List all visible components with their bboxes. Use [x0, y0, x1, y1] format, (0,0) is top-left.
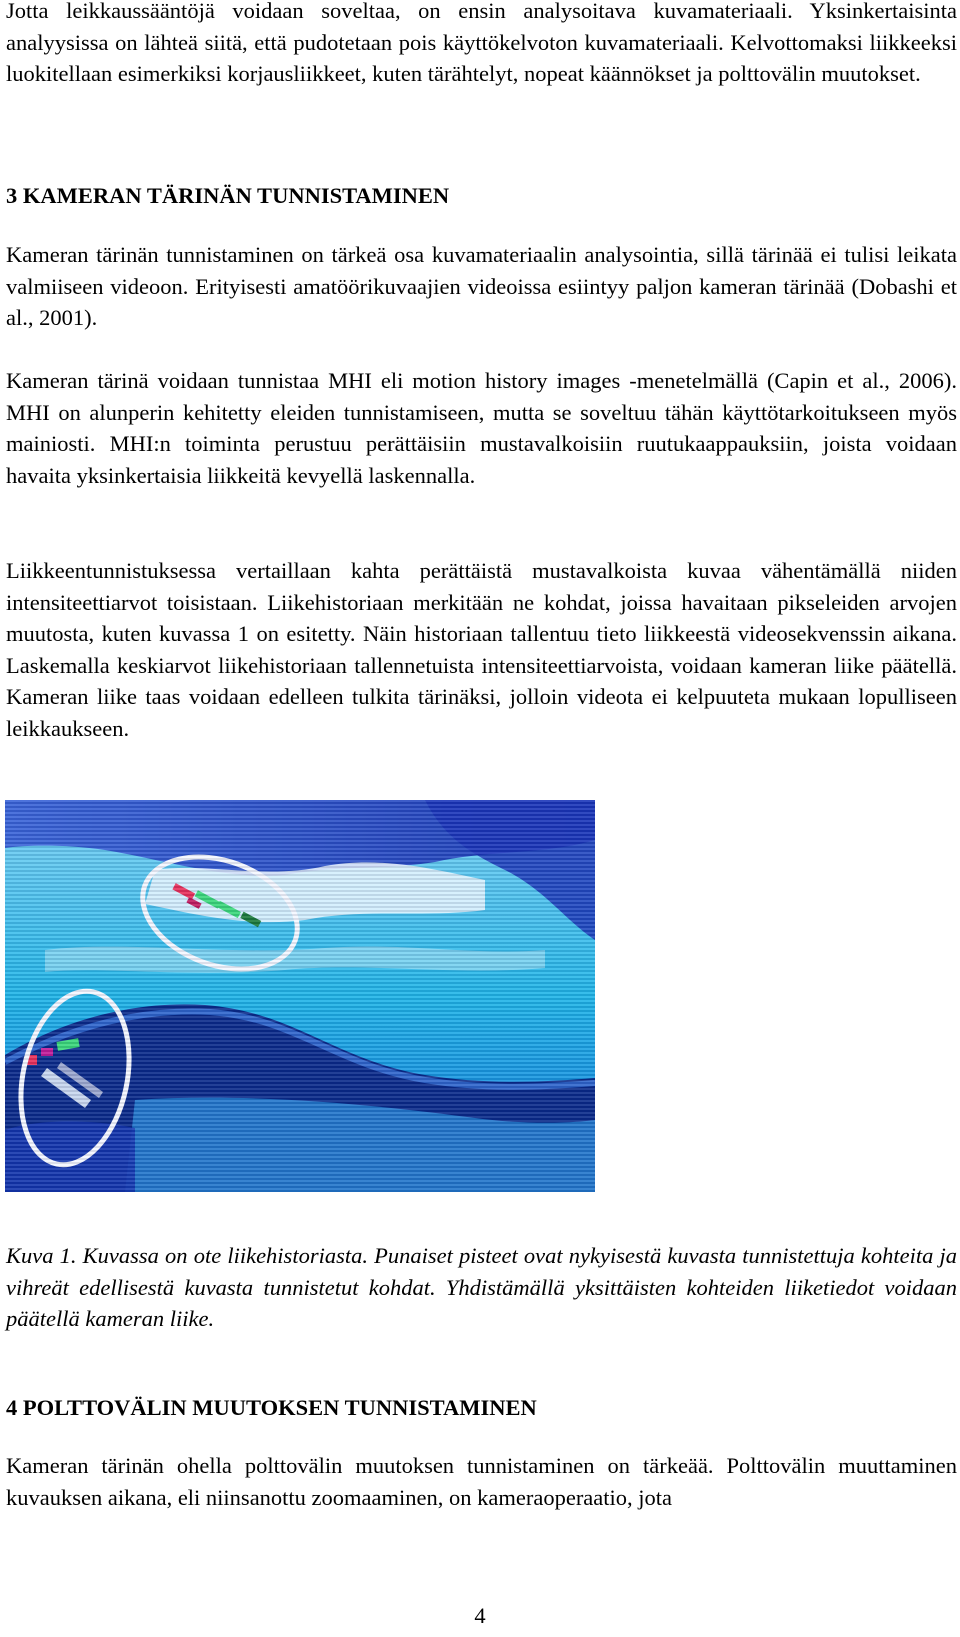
heading-section-3: 3 KAMERAN TÄRINÄN TUNNISTAMINEN — [6, 183, 450, 208]
figure-caption: Kuva 1. Kuvassa on ote liikehistoriasta. Punaiset pisteet ovat nykyisestä kuvasta tunnistettuja kohteita ja vihreät edellisestä kuvasta tunnistetut kohdat. Yhdistämällä yksittäisten kohteiden liiketiedot voidaan päätellä kameran liike. — [6, 1243, 957, 1331]
motion-history-figure — [5, 800, 595, 1192]
paragraph-shake-1: Kameran tärinän tunnistaminen on tärkeä osa kuvamateriaalin analysointia, sillä tärinää ei tulisi leikata valmiiseen videoon. Erityisesti amatöörikuvaajien videoissa esiintyy paljon kameran tärinää (Dobashi et al., 2001). — [6, 242, 957, 330]
scanline-overlay — [5, 800, 595, 1192]
heading-section-4: 4 POLTTOVÄLIN MUUTOKSEN TUNNISTAMINEN — [6, 1395, 537, 1420]
paragraph-shake-3: Liikkeentunnistuksessa vertaillaan kahta perättäistä mustavalkoista kuvaa vähentämällä niiden intensiteettiarvot toisistaan. Liikehistoriaan merkitään ne kohdat, joissa havaitaan pikseleiden arvojen muutosta, kuten kuvassa 1 on esitetty. Näin historiaan tallentuu tieto liikkeestä videosekvenssin aikana. Laskemalla keskiarvot liikehistoriaan tallennetuista intensiteettiarvoista, voidaan kameran liike päätellä. Kameran liike taas voidaan edelleen tulkita tärinäksi, jolloin videota ei kelpuuteta mukaan lopulliseen leikkaukseen. — [6, 558, 957, 741]
paragraph-shake-2: Kameran tärinä voidaan tunnistaa MHI eli motion history images -menetelmällä (Capin et al., 2006). MHI on alunperin kehitetty eleiden tunnistamiseen, mutta se soveltuu tähän käyttötarkoitukseen myös mainiosti. MHI:n toiminta perustuu perättäisiin mustavalkoisiin ruutukaappauksiin, joista voidaan havaita yksinkertaisia liikkeitä kevyellä laskennalla. — [6, 368, 957, 488]
motion-history-image — [5, 800, 595, 1192]
paragraph-zoom-1: Kameran tärinän ohella polttovälin muutoksen tunnistaminen on tärkeää. Polttovälin muuttaminen kuvauksen aikana, eli niinsanottu zoomaaminen, on kameraoperaatio, jota — [6, 1453, 957, 1510]
page-number: 4 — [474, 1603, 486, 1628]
paragraph-intro: Jotta leikkaussääntöjä voidaan soveltaa, on ensin analysoitava kuvamateriaali. Yksinkertaisinta analyysissa on lähteä siitä, että pudotetaan pois käyttökelvoton kuvamateriaali. Kelvottomaksi liikkeeksi luokitellaan esimerkiksi korjausliikkeet, kuten tärähtelyt, nopeat käännökset ja polttovälin muutokset. — [6, 0, 957, 86]
